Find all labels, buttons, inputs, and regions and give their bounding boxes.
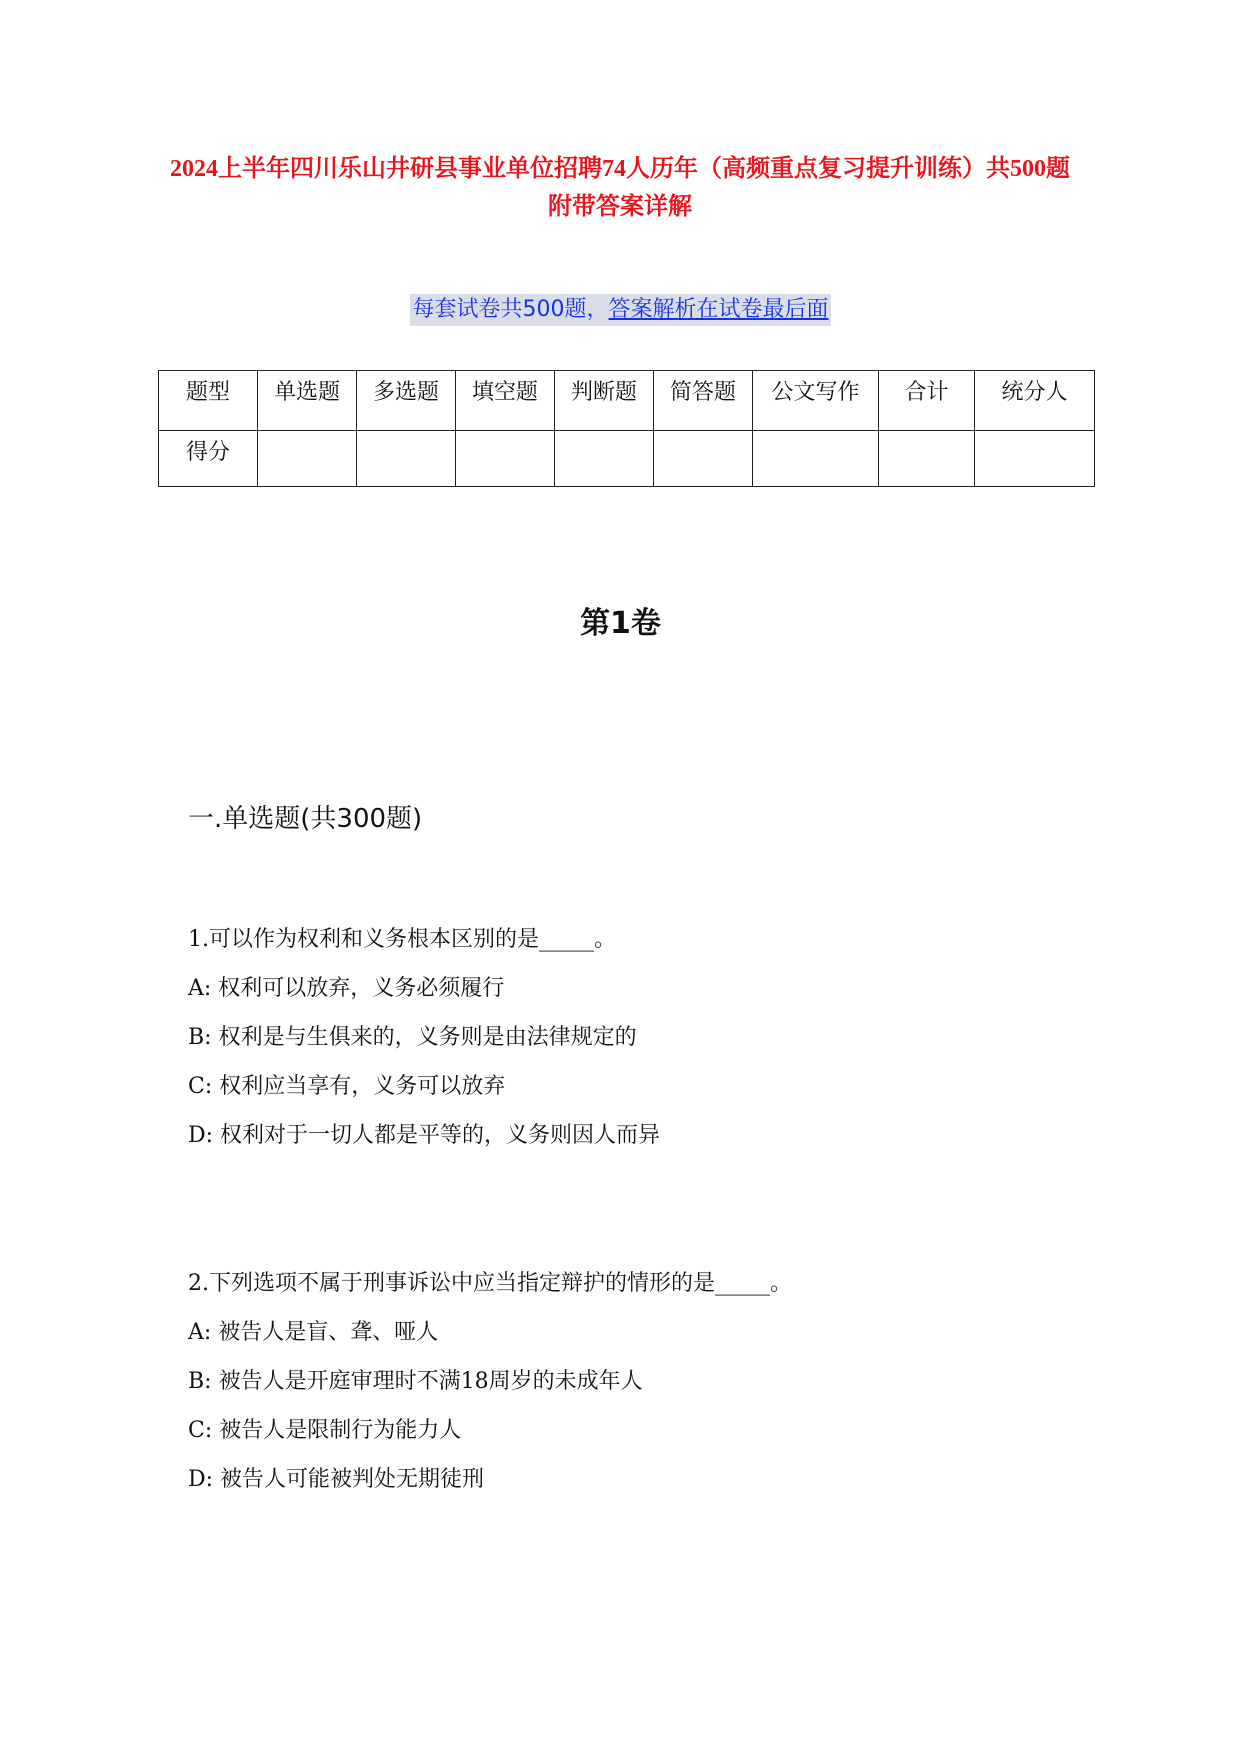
header-cell-scorer: 统分人	[975, 371, 1095, 431]
score-cell	[555, 431, 654, 487]
header-cell-multiple-choice: 多选题	[357, 371, 456, 431]
header-cell-single-choice: 单选题	[258, 371, 357, 431]
document-title: 2024上半年四川乐山井研县事业单位招聘74人历年（高频重点复习提升训练）共500题附带答案详解	[170, 156, 1070, 220]
score-cell	[357, 431, 456, 487]
header-cell-total: 合计	[879, 371, 975, 431]
option-b: B: 权利是与生俱来的，义务则是由法律规定的	[188, 1025, 637, 1050]
question-1	[188, 915, 660, 1160]
volume-title: 第1卷	[580, 606, 661, 641]
subtitle-part1: 每套试卷共500题，	[412, 297, 609, 322]
question-stem: 2.下列选项不属于刑事诉讼中应当指定辩护的情形的是_____。	[188, 1271, 792, 1296]
score-cell	[654, 431, 753, 487]
score-cell	[258, 431, 357, 487]
option-a: A: 被告人是盲、聋、哑人	[188, 1320, 439, 1345]
score-table-score-row	[159, 431, 1095, 487]
score-cell	[879, 431, 975, 487]
question-stem: 1.可以作为权利和义务根本区别的是_____。	[188, 927, 616, 952]
score-cell	[975, 431, 1095, 487]
subtitle-part2: 答案解析在试卷最后面	[608, 297, 829, 322]
option-c: C: 权利应当享有，义务可以放弃	[188, 1074, 506, 1099]
section-title: 一.单选题(共300题)	[188, 804, 423, 834]
option-a: A: 权利可以放弃，义务必须履行	[188, 976, 505, 1001]
option-d: D: 权利对于一切人都是平等的，义务则因人而异	[188, 1123, 661, 1148]
option-b: B: 被告人是开庭审理时不满18周岁的未成年人	[188, 1369, 643, 1394]
score-row-label: 得分	[159, 431, 258, 487]
header-cell-true-false: 判断题	[555, 371, 654, 431]
header-cell-fill-blank: 填空题	[456, 371, 555, 431]
score-table	[158, 370, 1095, 487]
option-c: C: 被告人是限制行为能力人	[188, 1418, 462, 1443]
header-cell-type: 题型	[159, 371, 258, 431]
subtitle	[410, 294, 830, 326]
score-table-header-row	[159, 371, 1095, 431]
question-2	[188, 1259, 792, 1504]
header-cell-short-answer: 简答题	[654, 371, 753, 431]
subtitle-line	[0, 294, 1241, 326]
score-cell	[456, 431, 555, 487]
score-cell	[753, 431, 879, 487]
header-cell-official-writing: 公文写作	[753, 371, 879, 431]
option-d: D: 被告人可能被判处无期徒刑	[188, 1467, 485, 1492]
